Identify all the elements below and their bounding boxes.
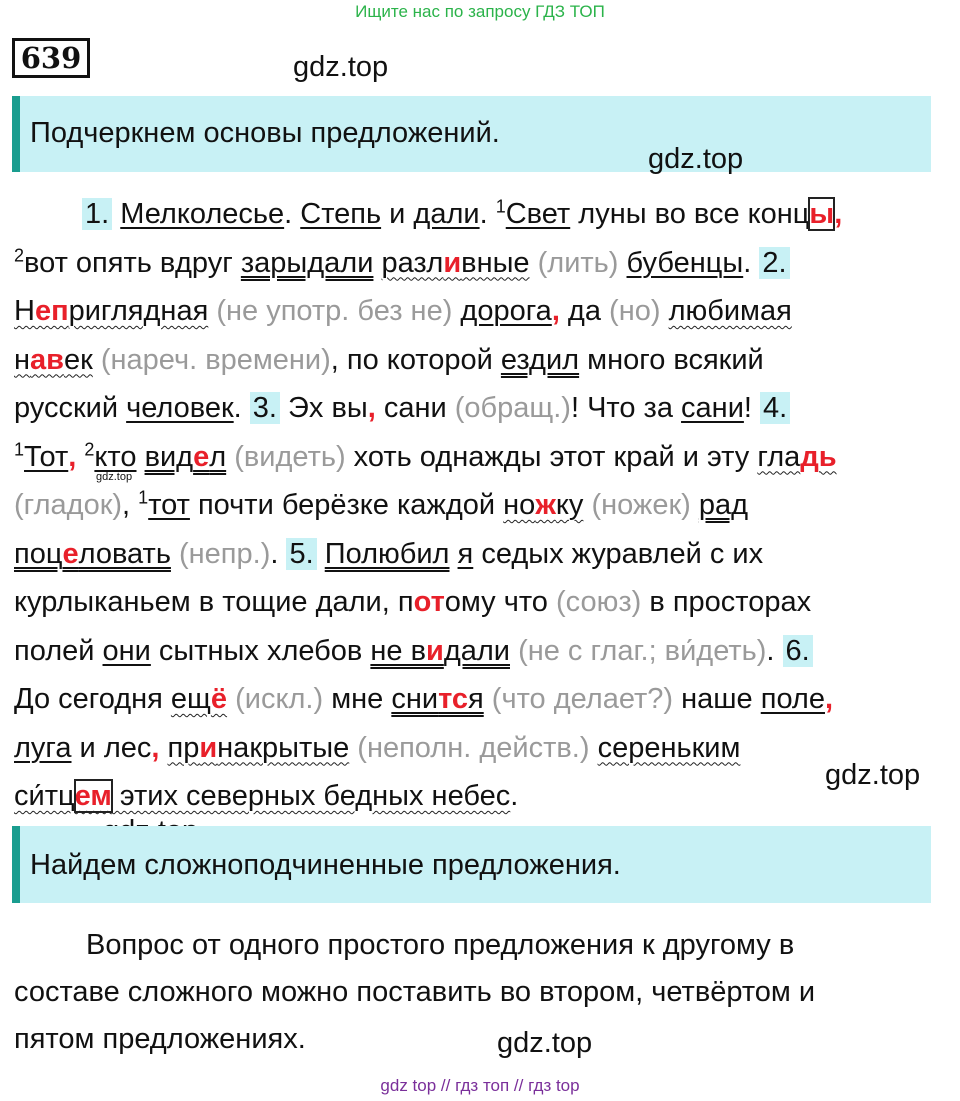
watermark: gdz.top xyxy=(648,143,744,175)
section-header-2 xyxy=(12,826,931,903)
answer-line: пятом предложениях. xyxy=(14,1023,306,1055)
watermark: gdz.top xyxy=(825,759,921,791)
watermark-small: gdz.top xyxy=(96,471,133,483)
top-banner: Ищите нас по запросу ГДЗ ТОП xyxy=(355,2,605,21)
answer-text xyxy=(14,922,934,1063)
watermark: gdz.top xyxy=(293,51,389,83)
exercise-text: 1. Мелколесье. Степь и дали. $^1$Свет луны во все концы, $^2$вот опять вдруг зарыдали разливные (лить) бубенцы. 2. Неприглядная (не употр. без не) дорога, да (но) любимая навек (нареч. времени), по которой ездил много всякий русский человек. 3. Эх вы, сани (обращ.)! Что за сани! 4. $^1$Тот, $^2$кто видел (видеть) хоть однажды этот край и эту гладь (гладок), $^1$тот почти берёзке каждой ножку (ножек) рад поцеловать (непр.). 5. Полюбил я седых журавлей с их курлыканьем в тощие дали, потому что (союз) в просторах полей они сытных хлебов не видали (не с глаг.; ви́деть). 6. До сегодня ещё (искл.) мне снится (что делает?) наше поле, луга и лес, принакрытые (неполн. действ.) сереньким си́тцем этих северных бедных небес. xyxy=(14,196,843,812)
task-number: 639 xyxy=(12,38,90,78)
answer-line: Вопрос от одного простого предложения к другому в xyxy=(86,929,795,961)
answer-line: составе сложного можно поставить во втором, четвёртом и xyxy=(14,976,816,1008)
watermark: gdz.top xyxy=(497,1027,593,1059)
footer: gdz top // гдз топ // гдз top xyxy=(380,1076,580,1095)
section-title: Подчеркнем основы предложений. xyxy=(30,117,500,149)
section-header-1 xyxy=(12,96,931,172)
section-title: Найдем сложноподчиненные предложения. xyxy=(30,849,621,881)
